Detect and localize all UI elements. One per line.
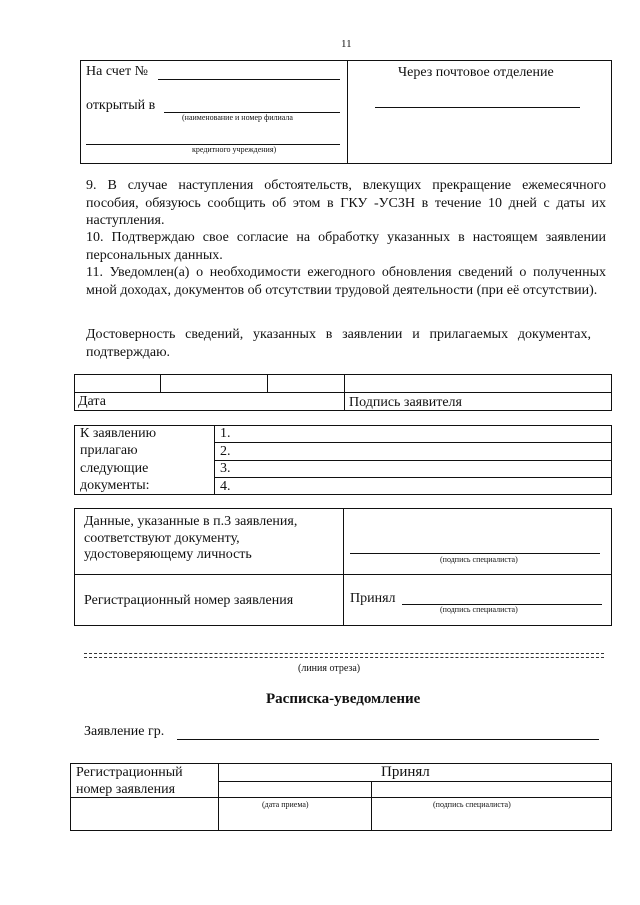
identity-line-3: удостоверяющему личность — [84, 547, 252, 562]
confirmation-text: Достоверность сведений, указанных в заявлении и прилагаемых документах, подтверждаю. — [86, 327, 591, 360]
attachments-label-1: К заявлению — [80, 426, 157, 441]
page-number: 11 — [341, 38, 352, 50]
bank-name-caption: (наименование и номер филиала — [182, 113, 293, 122]
date-label: Дата — [78, 394, 106, 409]
credit-institution-caption: кредитного учреждения) — [192, 145, 277, 154]
attachments-label-3: следующие — [80, 461, 149, 476]
specialist-signature-field[interactable] — [350, 553, 600, 554]
post-office-field[interactable] — [375, 107, 580, 108]
receipt-signature-caption: (подпись специалиста) — [433, 800, 511, 809]
attachment-item-4[interactable]: 4. — [220, 479, 231, 494]
attachments-label-2: прилагаю — [80, 443, 138, 458]
applicant-signature-label: Подпись заявителя — [349, 395, 462, 410]
attachment-item-3[interactable]: 3. — [220, 461, 231, 476]
identity-line-2: соответствуют документу, — [84, 531, 240, 546]
post-office-label: Через почтовое отделение — [398, 65, 554, 80]
registration-number-label: Регистрационный номер заявления — [84, 593, 294, 608]
applicant-name-field[interactable] — [177, 739, 599, 740]
account-label: На счет № — [86, 64, 148, 79]
receipt-title: Расписка-уведомление — [266, 691, 421, 707]
account-field[interactable] — [158, 79, 340, 80]
cut-line — [84, 653, 604, 654]
attachment-item-2[interactable]: 2. — [220, 444, 231, 459]
identity-line-1: Данные, указанные в п.3 заявления, — [84, 514, 298, 529]
clause-9: 9. В случае наступления обстоятельств, влекущих прекращение ежемесячного пособия, обязуюсь сообщить об этом в ГКУ -УСЗН в течение 10 дней с даты их наступления. — [86, 178, 606, 228]
cut-line-caption: (линия отреза) — [298, 663, 361, 674]
date-received-caption: (дата приема) — [262, 800, 309, 809]
specialist-signature-caption: (подпись специалиста) — [440, 555, 518, 564]
clause-11: 11. Уведомлен(а) о необходимости ежегодного обновления сведений о полученных мной доходах, документов об отсутствии трудовой деятельности (при её отсутствии). — [86, 265, 606, 298]
clause-10: 10. Подтверждаю свое согласие на обработку указанных в настоящем заявлении персональных данных. — [86, 230, 606, 263]
attachments-label-4: документы: — [80, 478, 150, 493]
opened-label: открытый в — [86, 98, 156, 113]
receipt-accepted-header: Принял — [381, 764, 430, 780]
reg-number-line-1: Регистрационный — [76, 765, 183, 780]
accepted-label: Принял — [350, 591, 396, 606]
accepted-signature-caption: (подпись специалиста) — [440, 605, 518, 614]
reg-number-line-2: номер заявления — [76, 782, 176, 797]
statement-label: Заявление гр. — [84, 724, 165, 739]
attachment-item-1[interactable]: 1. — [220, 426, 231, 441]
